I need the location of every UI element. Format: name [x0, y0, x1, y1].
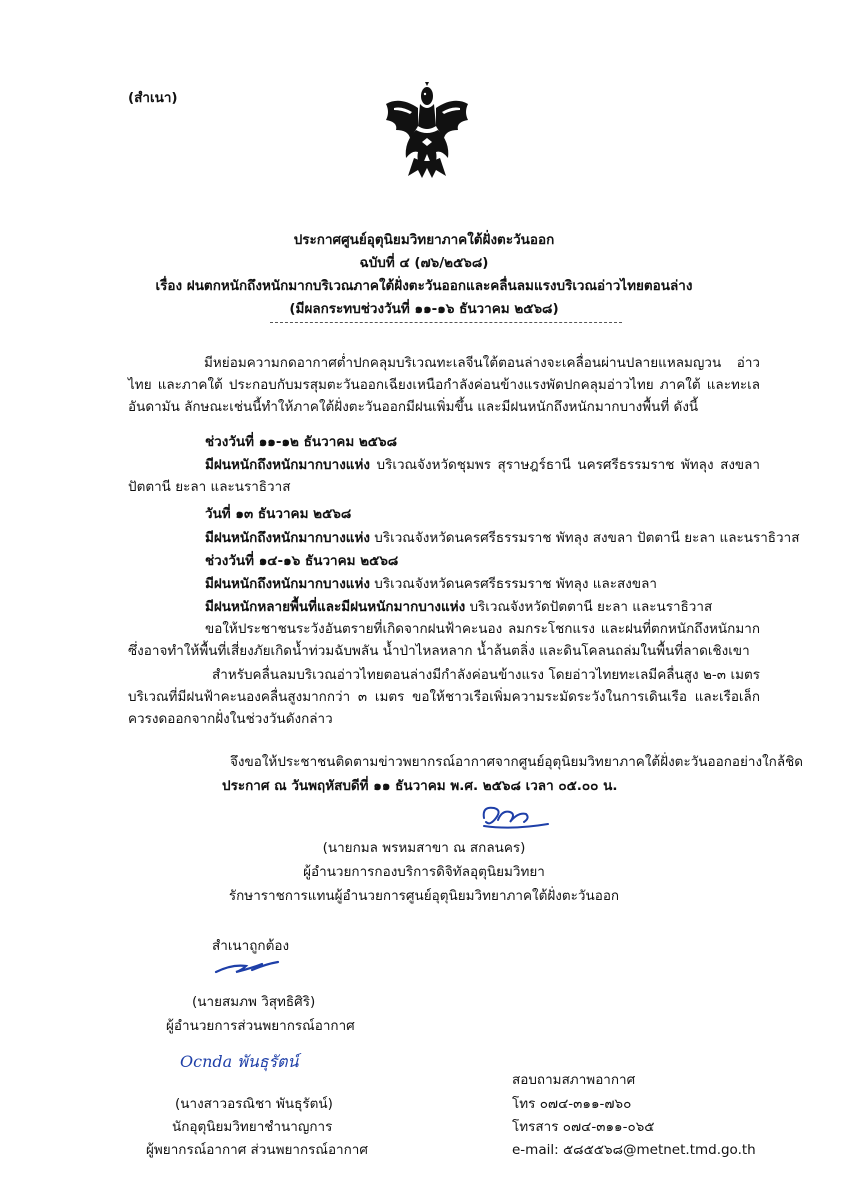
header-title: ประกาศศูนย์อุตุนิยมวิทยาภาคใต้ฝั่งตะวันออก [293, 232, 555, 248]
period-1-date: ช่วงวันที่ ๑๑-๑๒ ธันวาคม ๒๕๖๘ [205, 434, 398, 450]
director-name: (นายกมล พรหมสาขา ณ สกลนคร) [322, 840, 526, 856]
period-3-areas-2: บริเวณจังหวัดปัตตานี ยะลา และนราธิวาส [465, 599, 713, 615]
certifier-title: ผู้อำนวยการส่วนพยากรณ์อากาศ [166, 1018, 355, 1034]
forecaster-signature: Ocnda พันธุรัตน์ [180, 1052, 299, 1071]
announce-date: ประกาศ ณ วันพฤหัสบดีที่ ๑๑ ธันวาคม พ.ศ. ๒๕๖๘ เวลา ๐๕.๐๐ น. [222, 778, 618, 794]
period-2-date: วันที่ ๑๓ ธันวาคม ๒๕๖๘ [205, 506, 352, 522]
period-3-label-1: มีฝนหนักถึงหนักมากบางแห่ง [205, 576, 370, 592]
period-3-date: ช่วงวันที่ ๑๔-๑๖ ธันวาคม ๒๕๖๘ [205, 553, 399, 569]
certified-label: สำเนาถูกต้อง [212, 938, 290, 954]
period-2-detail [205, 526, 799, 548]
header-issue: ฉบับที่ ๔ (๗๖/๒๕๖๘) [359, 255, 489, 271]
period-3-detail-1 [205, 572, 657, 594]
copy-label: (สำเนา) [128, 90, 178, 106]
forecaster-name: (นางสาวอรณิชา พันธุรัตน์) [175, 1096, 333, 1112]
certifier-signature-mark [212, 954, 282, 978]
sea-paragraph: สำหรับคลื่นลมบริเวณอ่าวไทยตอนล่างมีกำลังค่อนข้างแรง โดยอ่าวไทยทะเลมีคลื่นสูง ๒-๓ เมตร บริเวณที่มีฝนฟ้าคะนองคลื่นสูงมากกว่า ๓ เมตร ขอให้ชาวเรือเพิ่มความระมัดระวังในการเดินเรือ และเรือเล็กควรงดออกจากฝั่งในช่วงวันดังกล่าว [128, 667, 760, 727]
director-signature-mark [478, 800, 554, 834]
contact-email[interactable]: e-mail: ๕๘๕๕๖๘@metnet.tmd.go.th [512, 1142, 756, 1158]
header-divider [270, 322, 622, 323]
intro-paragraph: มีหย่อมความกดอากาศต่ำปกคลุมบริเวณทะเลจีนใต้ตอนล่างจะเคลื่อนผ่านปลายแหลมญวน อ่าวไทย และภาคใต้ ประกอบกับมรสุมตะวันออกเฉียงเหนือกำลังค่อนข้างแรงพัดปกคลุมอ่าวไทย ภาคใต้ และทะเลอันดามัน ลักษณะเช่นนี้ทำให้ภาคใต้ฝั่งตะวันออกมีฝนเพิ่มขึ้น และมีฝนหนักถึงหนักมากบางพื้นที่ ดังนี้ [128, 355, 760, 415]
period-3-areas-1: บริเวณจังหวัดนครศรีธรรมราช พัทลุง และสงขลา [370, 576, 657, 592]
forecaster-title-1: นักอุตุนิยมวิทยาชำนาญการ [172, 1119, 333, 1135]
header-effect-period: (มีผลกระทบช่วงวันที่ ๑๑-๑๖ ธันวาคม ๒๕๖๘) [289, 301, 559, 317]
period-1-areas: บริเวณจังหวัดชุมพร สุราษฎร์ธานี นครศรีธรรมราช พัทลุง สงขลา ปัตตานี ยะลา และนราธิวาส [128, 457, 760, 495]
period-3-detail-2 [205, 595, 712, 617]
certifier-name: (นายสมภพ วิสุทธิศิริ) [192, 994, 316, 1010]
contact-phone: โทร ๐๗๔-๓๑๑-๗๖๐ [512, 1096, 632, 1112]
contact-heading: สอบถามสภาพอากาศ [512, 1072, 636, 1088]
period-2-label: มีฝนหนักถึงหนักมากบางแห่ง [205, 530, 370, 546]
period-1-detail [128, 454, 760, 498]
header-subject: เรื่อง ฝนตกหนักถึงหนักมากบริเวณภาคใต้ฝั่งตะวันออกและคลื่นลมแรงบริเวณอ่าวไทยตอนล่าง [155, 278, 693, 294]
closing-paragraph: จึงขอให้ประชาชนติดตามข่าวพยากรณ์อากาศจากศูนย์อุตุนิยมวิทยาภาคใต้ฝั่งตะวันออกอย่างใกล้ชิด [230, 754, 804, 770]
period-3-label-2: มีฝนหนักหลายพื้นที่และมีฝนหนักมากบางแห่ง [205, 599, 466, 615]
director-acting-title: รักษาราชการแทนผู้อำนวยการศูนย์อุตุนิยมวิทยาภาคใต้ฝั่งตะวันออก [228, 888, 620, 904]
period-2-areas: บริเวณจังหวัดนครศรีธรรมราช พัทลุง สงขลา ปัตตานี ยะลา และนราธิวาส [370, 530, 800, 546]
director-title: ผู้อำนวยการกองบริการดิจิทัลอุตุนิยมวิทยา [303, 864, 545, 880]
warning-paragraph: ขอให้ประชาชนระวังอันตรายที่เกิดจากฝนฟ้าคะนอง ลมกระโชกแรง และฝนที่ตกหนักถึงหนักมาก ซึ่งอาจทำให้พื้นที่เสี่ยงภัยเกิดน้ำท่วมฉับพลัน น้ำป่าไหลหลาก น้ำล้นตลิ่ง และดินโคลนถล่มในพื้นที่ลาดเชิงเขา [128, 621, 760, 659]
period-1-label: มีฝนหนักถึงหนักมากบางแห่ง [205, 457, 370, 473]
forecaster-title-2: ผู้พยากรณ์อากาศ ส่วนพยากรณ์อากาศ [146, 1142, 368, 1158]
contact-fax: โทรสาร ๐๗๔-๓๑๑-๐๖๕ [512, 1119, 655, 1135]
garuda-emblem-icon [382, 82, 472, 182]
